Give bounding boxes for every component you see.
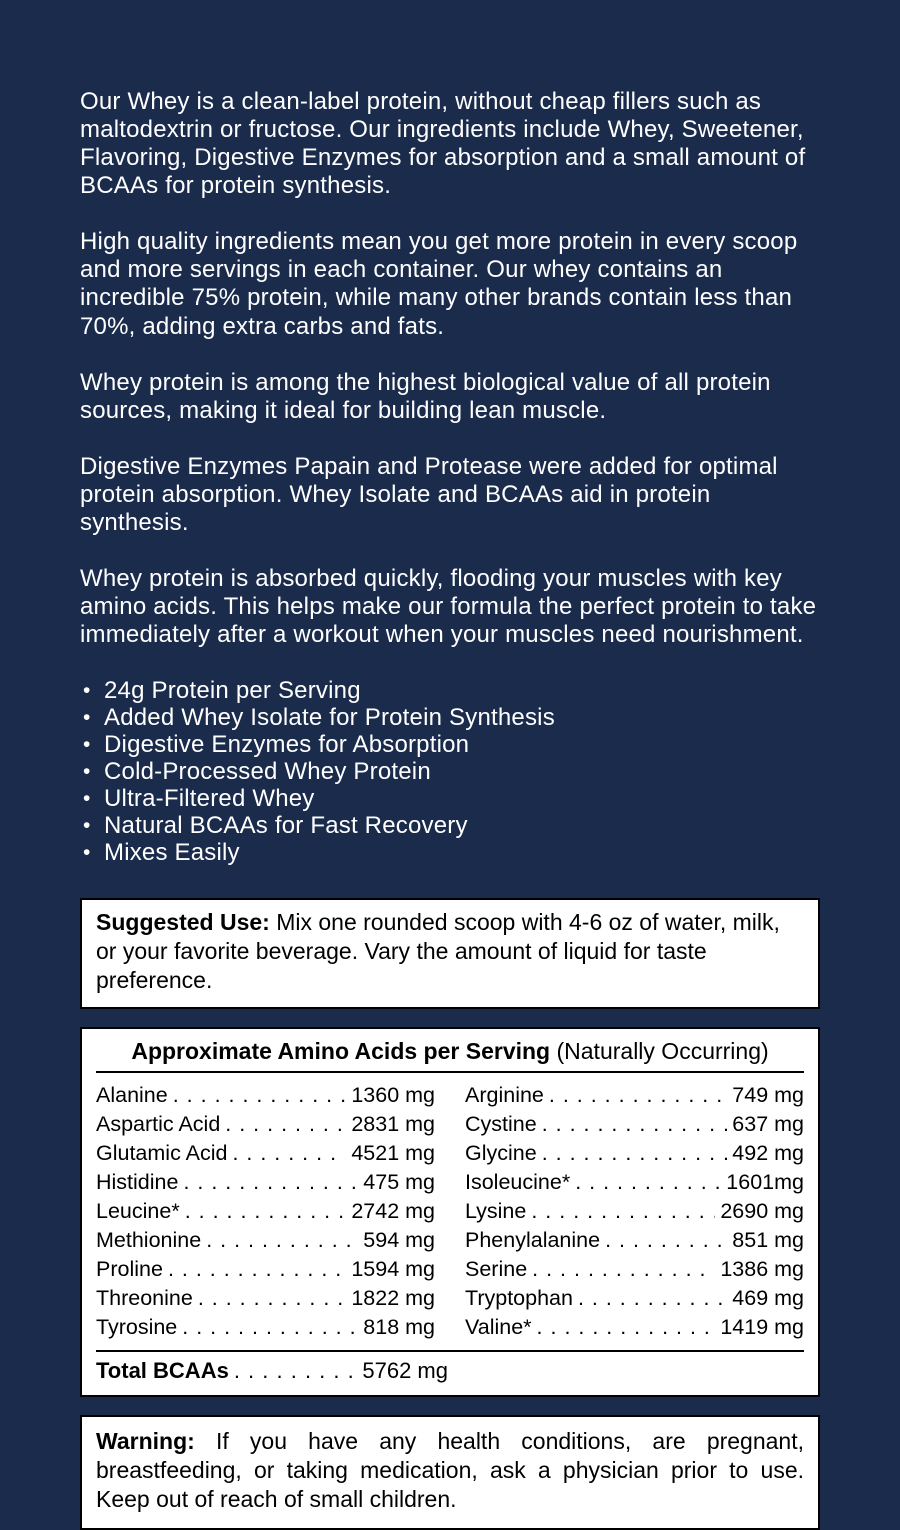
amino-value: 1601mg — [726, 1170, 804, 1195]
feature-bullet: • 24g Protein per Serving — [80, 677, 820, 704]
amino-row — [96, 1110, 435, 1139]
amino-name: Arginine — [465, 1083, 544, 1108]
amino-name: Glutamic Acid — [96, 1141, 228, 1166]
feature-bullet: • Digestive Enzymes for Absorption — [80, 731, 820, 758]
paragraph: Digestive Enzymes Papain and Protease were added for optimal protein absorption. Whey Isolate and BCAAs aid in protein synthesis. — [80, 452, 778, 536]
amino-value: 469 mg — [732, 1286, 804, 1311]
amino-table-title-note: (Naturally Occurring) — [556, 1038, 769, 1065]
feature-bullet: • Cold-Processed Whey Protein — [80, 758, 820, 785]
dot-leader — [549, 1081, 727, 1110]
amino-name: Aspartic Acid — [96, 1112, 221, 1137]
warning-body: If you have any health conditions, are pregnant, breastfeeding, or taking medication, ask a physician prior to use. Keep out of reach of small children. — [96, 1428, 805, 1513]
amino-value: 851 mg — [732, 1228, 804, 1253]
amino-value: 594 mg — [363, 1228, 435, 1253]
amino-value: 492 mg — [732, 1141, 804, 1166]
paragraph: Whey protein is among the highest biological value of all protein sources, making it ideal for building lean muscle. — [80, 368, 771, 424]
amino-name: Alanine — [96, 1083, 168, 1108]
amino-name: Methionine — [96, 1228, 202, 1253]
dot-leader — [185, 1197, 347, 1226]
amino-row — [96, 1284, 435, 1313]
amino-name: Valine* — [465, 1315, 532, 1340]
feature-bullet: • Natural BCAAs for Fast Recovery — [80, 812, 820, 839]
dot-leader — [578, 1284, 727, 1313]
amino-name: Threonine — [96, 1286, 193, 1311]
feature-bullet: • Mixes Easily — [80, 839, 820, 866]
amino-name: Tyrosine — [96, 1315, 178, 1340]
suggested-use-text — [96, 908, 804, 995]
dot-leader — [183, 1168, 358, 1197]
amino-acids-table — [80, 1027, 820, 1397]
total-bcaas-value: 5762 mg — [362, 1358, 448, 1384]
dot-leader — [232, 1139, 346, 1168]
warning-box — [80, 1415, 820, 1530]
dot-leader — [182, 1313, 358, 1342]
dot-leader — [537, 1313, 716, 1342]
amino-row — [96, 1197, 435, 1226]
paragraph: High quality ingredients mean you get more protein in every scoop and more servings in each container. Our whey contains an incredible 75% protein, while many other brands contain less than 70%, adding extra carbs and fats. — [80, 228, 798, 340]
feature-bullet-list — [80, 677, 820, 866]
amino-row — [465, 1168, 804, 1197]
amino-row — [465, 1313, 804, 1342]
amino-table-title-bold: Approximate Amino Acids per Serving — [131, 1038, 551, 1065]
amino-value: 1594 mg — [351, 1257, 435, 1282]
dot-leader — [542, 1139, 728, 1168]
amino-name: Isoleucine* — [465, 1170, 571, 1195]
amino-row — [465, 1110, 804, 1139]
amino-row — [96, 1168, 435, 1197]
dot-leader — [575, 1168, 721, 1197]
suggested-use-box — [80, 898, 820, 1009]
amino-value: 818 mg — [363, 1315, 435, 1340]
dot-leader — [173, 1081, 347, 1110]
total-bcaas-label: Total BCAAs — [96, 1358, 229, 1384]
intro-paragraphs — [80, 88, 820, 649]
amino-row — [96, 1081, 435, 1110]
amino-name: Histidine — [96, 1170, 179, 1195]
dot-leader — [605, 1226, 727, 1255]
dot-leader — [206, 1226, 358, 1255]
dot-leader — [531, 1197, 715, 1226]
amino-row — [465, 1081, 804, 1110]
amino-name: Proline — [96, 1257, 163, 1282]
amino-row — [465, 1284, 804, 1313]
amino-column-left — [96, 1081, 435, 1342]
amino-row — [465, 1197, 804, 1226]
dot-leader — [225, 1110, 346, 1139]
paragraph: Whey protein is absorbed quickly, flooding your muscles with key amino acids. This helps make our formula the perfect protein to take immediately after a workout when your muscles need nourishment. — [80, 565, 817, 649]
amino-value: 1386 mg — [720, 1257, 804, 1282]
warning-text — [96, 1427, 804, 1514]
dot-leader — [532, 1255, 715, 1284]
amino-table-title — [94, 1035, 806, 1071]
amino-value: 2690 mg — [720, 1199, 804, 1224]
dot-leader — [168, 1255, 346, 1284]
dot-leader — [542, 1110, 728, 1139]
amino-name: Glycine — [465, 1141, 537, 1166]
dot-leader — [198, 1284, 347, 1313]
amino-column-right — [465, 1081, 804, 1342]
amino-name: Leucine* — [96, 1199, 180, 1224]
amino-name: Cystine — [465, 1112, 537, 1137]
amino-columns — [94, 1073, 806, 1350]
amino-row — [96, 1226, 435, 1255]
amino-name: Tryptophan — [465, 1286, 573, 1311]
amino-row — [96, 1139, 435, 1168]
feature-bullet: • Added Whey Isolate for Protein Synthesis — [80, 704, 820, 731]
warning-label: Warning: — [96, 1428, 195, 1455]
amino-value: 475 mg — [363, 1170, 435, 1195]
amino-value: 2742 mg — [351, 1199, 435, 1224]
amino-name: Phenylalanine — [465, 1228, 601, 1253]
amino-value: 1822 mg — [351, 1286, 435, 1311]
amino-row — [465, 1139, 804, 1168]
amino-value: 2831 mg — [351, 1112, 435, 1137]
amino-value: 4521 mg — [351, 1141, 435, 1166]
amino-name: Lysine — [465, 1199, 527, 1224]
total-bcaas-row — [96, 1357, 448, 1385]
suggested-use-label: Suggested Use: — [96, 909, 270, 936]
amino-row — [96, 1255, 435, 1284]
amino-value: 637 mg — [732, 1112, 804, 1137]
amino-row — [465, 1226, 804, 1255]
total-bcaas-row-wrap — [94, 1352, 450, 1387]
amino-row — [96, 1313, 435, 1342]
suggested-use-body: Mix one rounded scoop with 4-6 oz of water, milk, or your favorite beverage. Vary the amount of liquid for taste preference. — [96, 909, 780, 994]
dot-leader — [234, 1357, 358, 1385]
amino-value: 749 mg — [732, 1083, 804, 1108]
amino-value: 1419 mg — [720, 1315, 804, 1340]
paragraph: Our Whey is a clean-label protein, without cheap fillers such as maltodextrin or fructose. Our ingredients include Whey, Sweetener, Flavoring, Digestive Enzymes for absorption and a small amount of BCAAs for protein synthesis. — [80, 88, 806, 200]
amino-value: 1360 mg — [351, 1083, 435, 1108]
amino-name: Serine — [465, 1257, 528, 1282]
amino-row — [465, 1255, 804, 1284]
feature-bullet: • Ultra-Filtered Whey — [80, 785, 820, 812]
